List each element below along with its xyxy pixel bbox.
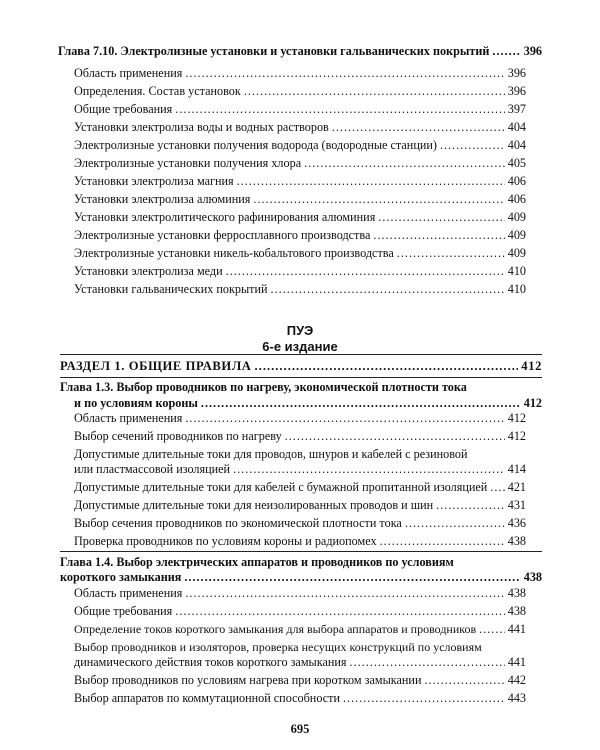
toc-entry xyxy=(74,208,526,226)
dot-leader xyxy=(405,514,505,532)
dot-leader xyxy=(185,64,504,82)
toc-entry-label: Выбор сечения проводников по экономической плотности тока xyxy=(74,516,402,530)
toc-page-number: 438 xyxy=(523,570,542,584)
toc-page-number: 436 xyxy=(507,516,526,530)
toc-entry xyxy=(74,118,526,136)
toc-page-number: 441 xyxy=(507,655,526,669)
dot-leader xyxy=(490,478,504,496)
toc-entry-label: Допустимые длительные токи для кабелей с бумажной пропитанной изоляцией xyxy=(74,480,488,494)
toc-page-number: 406 xyxy=(507,192,526,206)
toc-entry xyxy=(74,620,526,638)
toc-page-number: 414 xyxy=(507,462,526,476)
toc-chapter-title: Глава 1.4. Выбор электрических аппаратов и проводников по условиям xyxy=(60,555,454,569)
part-title: ПУЭ xyxy=(286,323,314,338)
dot-leader xyxy=(185,409,504,427)
dot-leader xyxy=(373,226,504,244)
toc-entry-label: Проверка проводников по условиям короны и радиопомех xyxy=(74,534,377,548)
dot-leader xyxy=(343,689,505,707)
toc-entry-label: Область применения xyxy=(74,411,183,425)
dot-leader xyxy=(424,671,504,689)
toc-entry xyxy=(74,532,526,550)
dot-leader xyxy=(237,172,505,190)
toc-entry-label: Установки электролитического рафинирования алюминия xyxy=(74,210,376,224)
toc-entry-label: Общие требования xyxy=(74,102,173,116)
toc-page-number: 421 xyxy=(507,480,526,494)
toc-entry-label: Определение токов короткого замыкания для выбора аппаратов и проводников xyxy=(74,622,477,636)
toc-section-title: РАЗДЕЛ 1. ОБЩИЕ ПРАВИЛА xyxy=(60,359,252,373)
toc-entry xyxy=(74,136,526,154)
toc-entry-label-cont: или пластмассовой изоляцией xyxy=(74,462,231,476)
toc-entry xyxy=(74,190,526,208)
dot-leader xyxy=(436,496,505,514)
toc-chapter-title-cont: короткого замыкания xyxy=(60,570,182,584)
dot-leader xyxy=(255,357,519,375)
toc-page-number: 443 xyxy=(507,691,526,705)
toc-entry xyxy=(74,496,526,514)
toc-entry xyxy=(74,478,526,496)
dot-leader xyxy=(440,136,505,154)
page-number: 695 xyxy=(290,722,310,736)
toc-entry xyxy=(74,427,526,445)
toc-entry xyxy=(74,409,526,427)
divider xyxy=(60,354,542,355)
toc-page-number: 410 xyxy=(507,264,526,278)
dot-leader xyxy=(479,620,505,638)
toc-page-number: 412 xyxy=(523,396,542,410)
dot-leader xyxy=(233,460,505,478)
toc-page-number: 409 xyxy=(507,246,526,260)
toc-page-number: 441 xyxy=(507,622,526,636)
toc-entry xyxy=(74,154,526,172)
toc-entry-label-cont: динамического действия токов короткого замыкания xyxy=(74,655,347,669)
dot-leader xyxy=(253,190,504,208)
toc-entry xyxy=(74,82,526,100)
toc-page-number: 406 xyxy=(507,174,526,188)
toc-entry xyxy=(74,262,526,280)
toc-entry xyxy=(74,514,526,532)
toc-entry-label: Установки электролиза воды и водных растворов xyxy=(74,120,329,134)
toc-entry xyxy=(74,100,526,118)
toc-entry-label: Электролизные установки ферросплавного производства xyxy=(74,228,371,242)
part-subtitle: 6-е издание xyxy=(262,339,338,354)
dot-leader xyxy=(332,118,505,136)
toc-entry-label: Установки гальванических покрытий xyxy=(74,282,268,296)
toc-page-number: 412 xyxy=(521,359,542,373)
toc-page-number: 410 xyxy=(507,282,526,296)
toc-entry-label: Выбор аппаратов по коммутационной способности xyxy=(74,691,340,705)
dot-leader xyxy=(285,427,505,445)
dot-leader xyxy=(350,653,505,671)
dot-leader xyxy=(175,602,504,620)
toc-chapter-title: Глава 1.3. Выбор проводников по нагреву, экономической плотности тока xyxy=(60,380,467,394)
dot-leader xyxy=(380,532,505,550)
toc-entry xyxy=(74,280,526,298)
toc-page-number: 412 xyxy=(507,411,526,425)
toc-page-number: 438 xyxy=(507,586,526,600)
toc-entry-label: Определения. Состав установок xyxy=(74,84,241,98)
toc-entry-label: Установки электролиза алюминия xyxy=(74,192,251,206)
dot-leader xyxy=(244,82,505,100)
toc-entry xyxy=(74,244,526,262)
dot-leader xyxy=(175,100,504,118)
toc-entry-label: Выбор проводников по условиям нагрева при коротком замыкании xyxy=(74,673,422,687)
divider xyxy=(60,551,542,552)
toc-entry xyxy=(74,460,526,478)
toc-page-number: 442 xyxy=(507,673,526,687)
toc-entry-label: Установки электролиза меди xyxy=(74,264,223,278)
toc-entry xyxy=(74,653,526,671)
toc-entry-label: Допустимые длительные токи для проводов, шнуров и кабелей с резиновой xyxy=(74,447,468,461)
toc-chapter-heading xyxy=(58,42,542,60)
toc-entry xyxy=(74,172,526,190)
toc-page-number: 404 xyxy=(507,120,526,134)
dot-leader xyxy=(304,154,505,172)
toc-page-number: 438 xyxy=(507,534,526,548)
toc-page-number: 438 xyxy=(507,604,526,618)
dot-leader xyxy=(185,584,504,602)
toc-page-number: 396 xyxy=(507,84,526,98)
toc-page-number: 404 xyxy=(507,138,526,152)
toc-section-heading xyxy=(60,357,542,375)
toc-entry xyxy=(74,671,526,689)
toc-chapter-title: Глава 7.10. Электролизные установки и установки гальванических покрытий xyxy=(58,44,490,58)
toc-entry xyxy=(74,584,526,602)
toc-entry-label: Общие требования xyxy=(74,604,173,618)
toc-page-number: 412 xyxy=(507,429,526,443)
toc-page-number: 396 xyxy=(523,44,542,58)
toc-entry-label: Установки электролиза магния xyxy=(74,174,234,188)
toc-entry-label: Электролизные установки получения хлора xyxy=(74,156,302,170)
toc-entry xyxy=(74,689,526,707)
toc-entry xyxy=(74,226,526,244)
toc-page-number: 397 xyxy=(507,102,526,116)
toc-entry xyxy=(74,64,526,82)
toc-page-number: 409 xyxy=(507,228,526,242)
toc-entry xyxy=(74,602,526,620)
dot-leader xyxy=(271,280,505,298)
toc-chapter-title-cont: и по условиям короны xyxy=(74,396,198,410)
toc-entry-label: Допустимые длительные токи для неизолированных проводов и шин xyxy=(74,498,434,512)
toc-page-number: 396 xyxy=(507,66,526,80)
toc-entry-label: Область применения xyxy=(74,66,183,80)
toc-entry-label: Электролизные установки никель-кобальтового производства xyxy=(74,246,394,260)
toc-page-number: 431 xyxy=(507,498,526,512)
toc-entry-label: Выбор проводников и изоляторов, проверка несущих конструкций по условиям xyxy=(74,640,482,654)
dot-leader xyxy=(378,208,504,226)
dot-leader xyxy=(226,262,505,280)
toc-page-number: 409 xyxy=(507,210,526,224)
dot-leader xyxy=(492,42,520,60)
toc-entry-label: Выбор сечений проводников по нагреву xyxy=(74,429,282,443)
dot-leader xyxy=(397,244,505,262)
toc-entry-label: Область применения xyxy=(74,586,183,600)
toc-entry-label: Электролизные установки получения водорода (водородные станции) xyxy=(74,138,437,152)
toc-page-number: 405 xyxy=(507,156,526,170)
